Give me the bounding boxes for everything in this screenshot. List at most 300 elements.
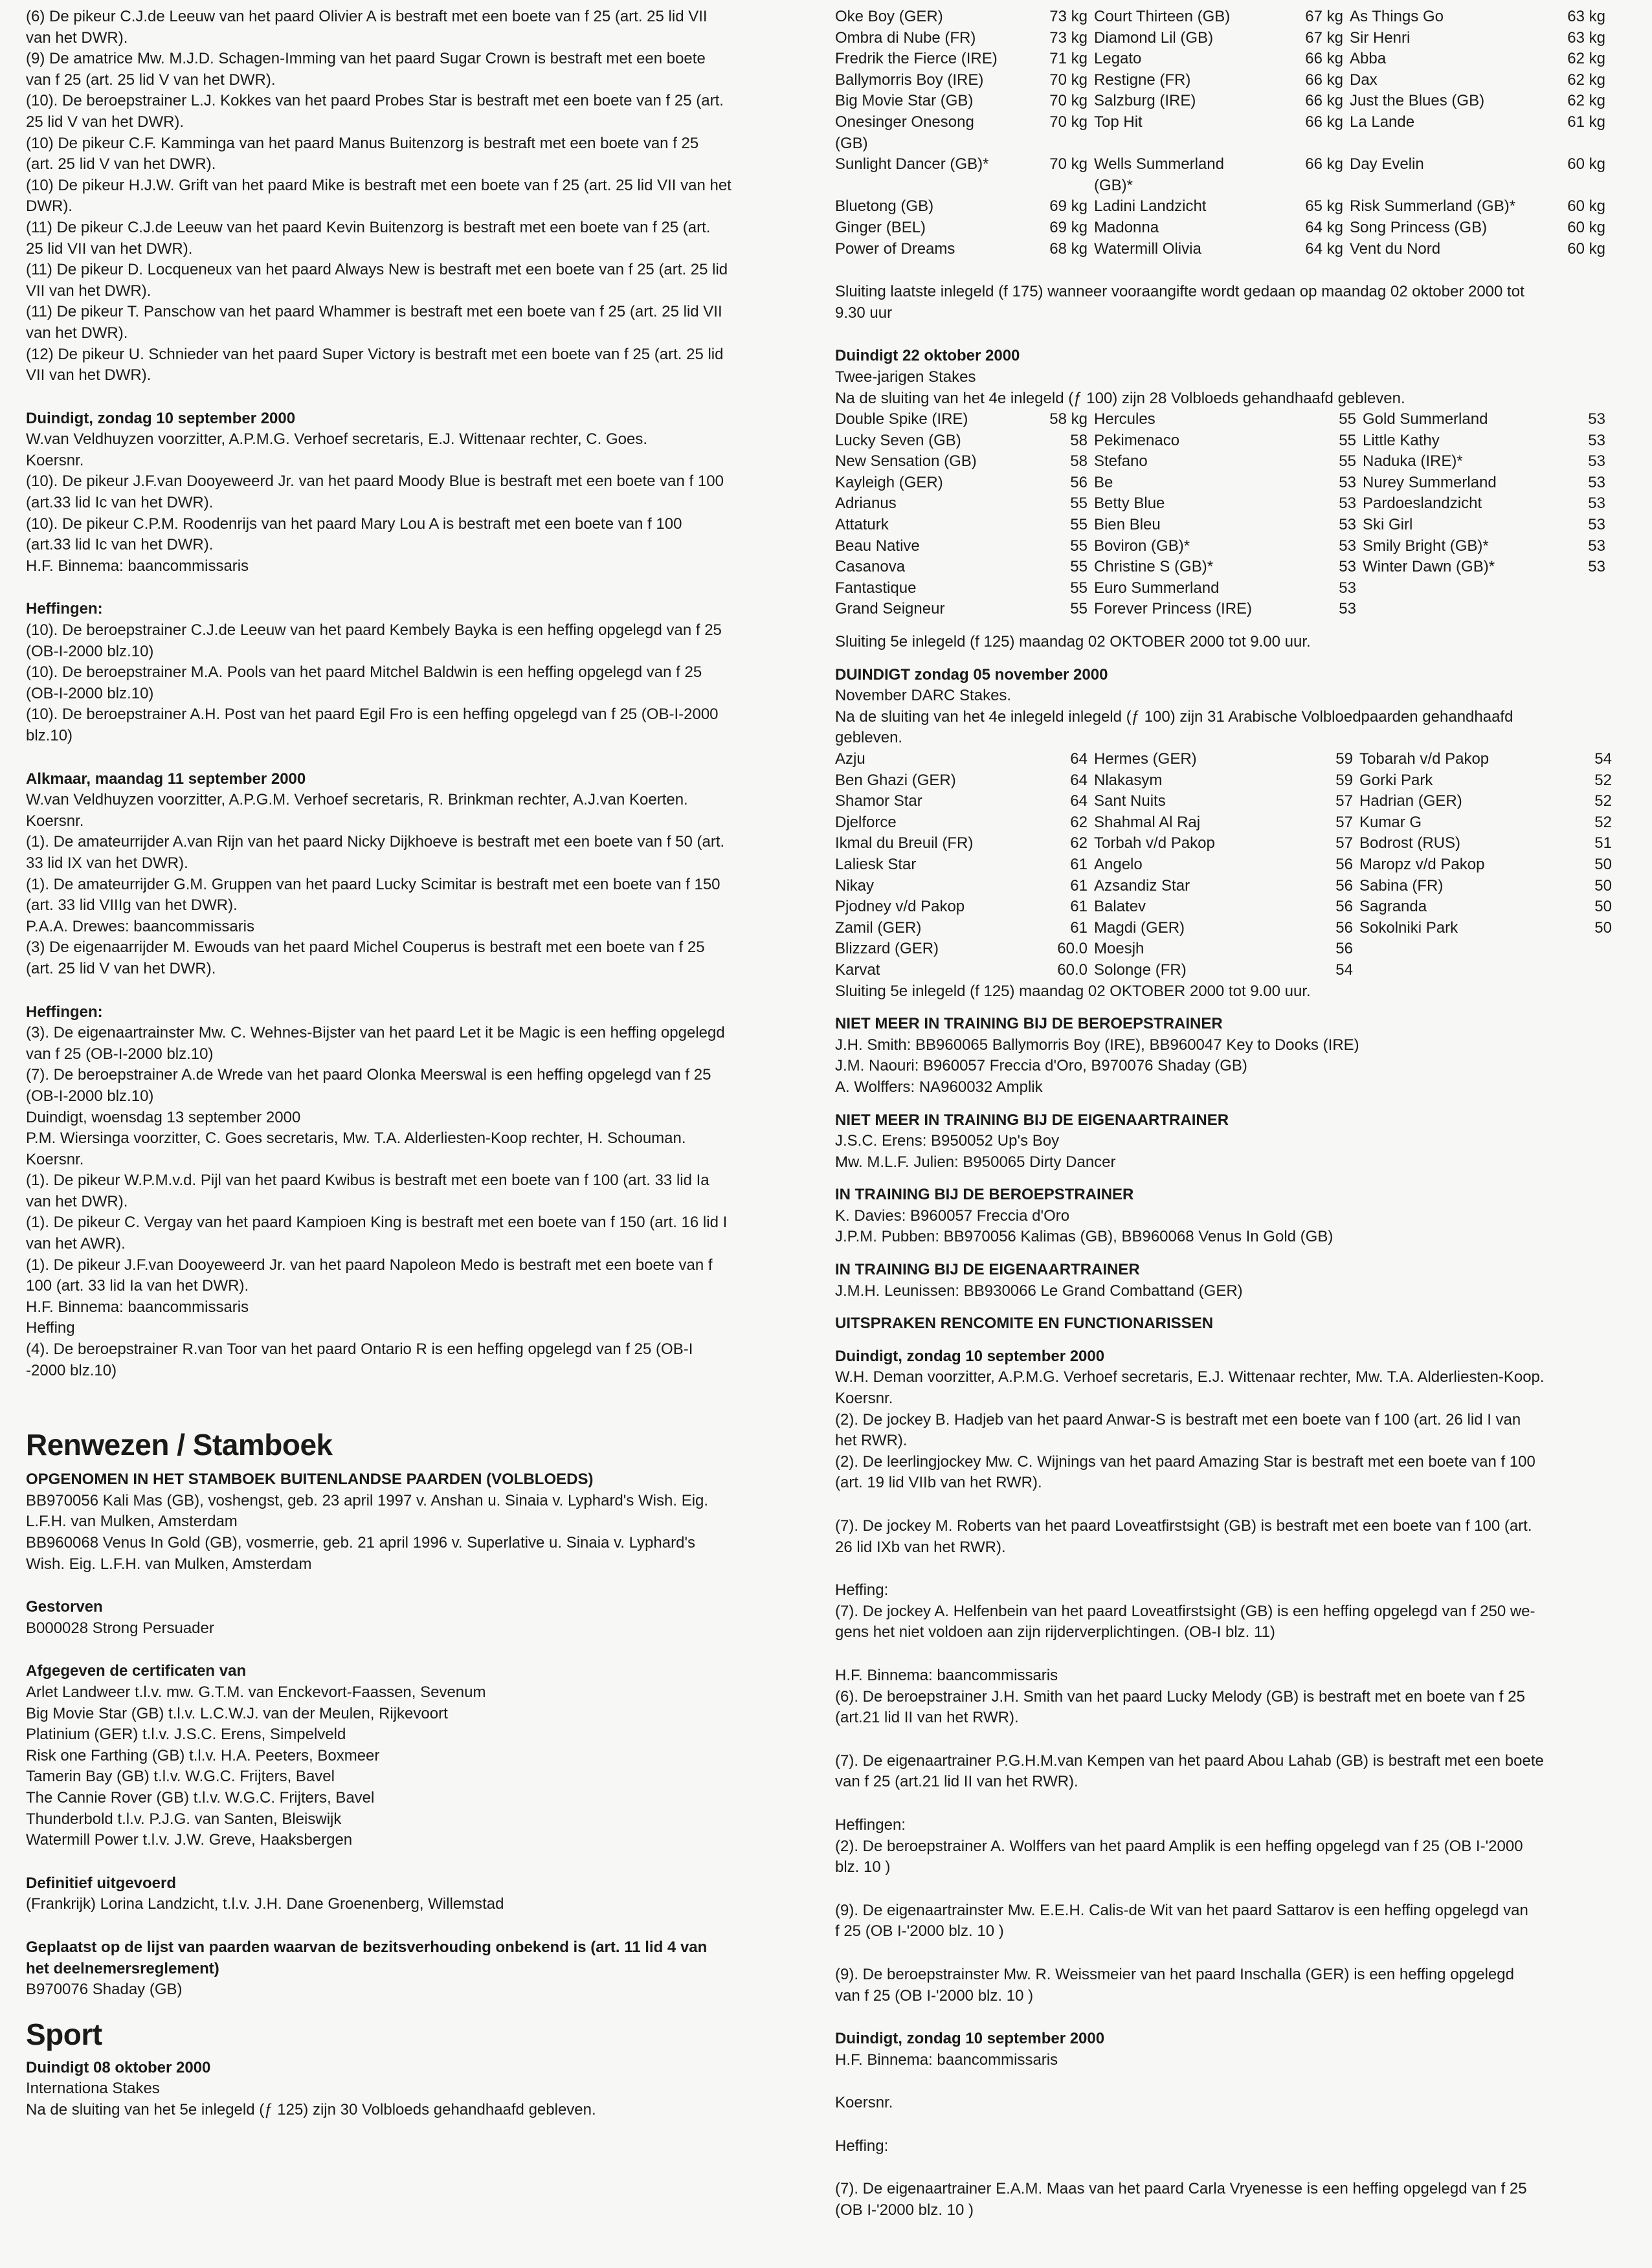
text-line: (3) De eigenaarrijder M. Ewouds van het paard Michel Couperus is bestraft met een boete van f 25 [26,939,705,957]
horse-name: Sagranda [1359,898,1427,916]
horse-weight: 64 [1070,792,1088,810]
horse-weight: 53 [1339,473,1356,491]
section-heading: NIET MEER IN TRAINING BIJ DE BEROEPSTRAINER [835,1015,1223,1033]
text-line: Heffing: [835,2137,889,2155]
section-body [26,1491,796,1575]
horse-name: Maropz v/d Pakop [1359,855,1485,873]
top-penalties [26,6,796,386]
horse-weight: 68 kg [1049,239,1088,258]
horse-name: Betty Blue [1094,495,1165,513]
text-line: Risk one Farthing (GB) t.l.v. H.A. Peeters, Boxmeer [26,1746,380,1764]
horse-name: Pjodney v/d Pakop [835,898,965,916]
horse-name: Nlakasym [1094,771,1163,789]
text-line: 25 lid VII van het DWR). [26,239,193,258]
text-line: (4). De beroepstrainer R.van Toor van het paard Ontario R is een heffing opgelegd van f 25 (OB-I [26,1340,693,1359]
horse-weight: 56 [1335,918,1353,937]
section-body [835,1131,1612,1173]
horse-name: Torbah v/d Pakop [1094,834,1215,852]
text-line: gebleven. [835,729,903,747]
text-line: Sluiting laatste inlegeld (f 175) wanneer vooraangifte wordt gedaan op maandag 02 oktober 2000 tot [835,283,1524,301]
text-line: blz. 10 ) [835,1858,891,1876]
horse-weight: 69 kg [1049,197,1088,216]
text-line: (art.33 lid Ic van het DWR). [26,536,214,554]
section-heading: Duindigt 08 oktober 2000 [26,2058,211,2076]
horse-weight: 66 kg [1305,155,1343,173]
right-column [835,6,1612,2221]
text-line: (10). De beroepstrainer L.J. Kokkes van het paard Probes Star is bestraft met een boete van f 25 (art. [26,92,724,110]
text-line: gens het niet voldoen aan zijn rijderverplichtingen. (OB-I blz. 11) [835,1623,1275,1641]
horse-weight: 57 [1335,792,1353,810]
horse-name: Blizzard (GER) [835,940,939,958]
horse-name: Gold Summerland [1363,410,1488,428]
text-line: (7). De eigenaartrainer P.G.H.M.van Kempen van het paard Abou Lahab (GB) is bestraft met een boete [835,1751,1544,1770]
horse-name: Pekimenaco [1094,431,1180,449]
text-line: (10). De pikeur J.F.van Dooyeweerd Jr. van het paard Moody Blue is bestraft met een boete van f 100 [26,472,724,491]
horse-weight: 60 kg [1567,197,1605,216]
text-line: Na de sluiting van het 4e inlegeld inlegeld (ƒ 100) zijn 31 Arabische Volbloedpaarden gehandhaafd [835,707,1513,726]
text-line: (10). De beroepstrainer C.J.de Leeuw van het paard Kembely Bayka is een heffing opgelegd van f 25 [26,621,722,639]
horse-name: Big Movie Star (GB) [835,92,974,110]
text-line: (art. 19 lid VIIb van het RWR). [835,1474,1042,1492]
horse-weight: 55 [1070,495,1088,513]
text-line: Koersnr. [26,812,84,830]
horse-name: Wells Summerland (GB)* [1094,155,1224,194]
horse-weight: 52 [1594,792,1612,810]
horse-weight: 54 [1594,750,1612,768]
section-body [26,2078,796,2120]
section-body [835,685,1612,749]
horse-name: Pardoeslandzicht [1363,495,1482,513]
text-line: van f 25 (OB I-'2000 blz. 10 ) [835,1986,1034,2005]
horse-weight: 52 [1594,771,1612,789]
horse-weight: 67 kg [1305,28,1343,47]
section-heading: Duindigt, zondag 10 september 2000 [835,2030,1105,2048]
text-line: November DARC Stakes. [835,687,1012,705]
horse-weight: 55 [1339,452,1356,471]
horse-name: Stefano [1094,452,1148,471]
text-line: (Frankrijk) Lorina Landzicht, t.l.v. J.H. Dane Groenenberg, Willemstad [26,1895,504,1913]
text-line: H.F. Binnema: baancommissaris [26,1298,249,1316]
section-body [835,1281,1612,1302]
text-line: (7). De jockey A. Helfenbein van het paard Loveatfirstsight (GB) is een heffing opgelegd van f 250 we- [835,1602,1535,1620]
horse-weight: 65 kg [1305,197,1343,216]
text-line: (10). De pikeur C.P.M. Roodenrijs van het paard Mary Lou A is bestraft met een boete van f 100 [26,515,682,533]
text-line: (7). De jockey M. Roberts van het paard Loveatfirstsight (GB) is bestraft met een boete van f 100 (art. [835,1517,1532,1535]
horse-weight: 55 [1070,579,1088,597]
horse-weight: 66 kg [1305,113,1343,131]
horse-weight: 63 kg [1567,28,1605,47]
horse-weight [1541,578,1605,599]
horse-name: Restigne (FR) [1094,71,1191,89]
section-heading: Gestorven [26,1598,103,1616]
horse-name: Top Hit [1094,113,1143,131]
text-line: (2). De leerlingjockey Mw. C. Wijnings van het paard Amazing Star is bestraft met een boete van f 100 [835,1452,1535,1471]
horse-weight: 61 kg [1567,113,1605,131]
horse-name: Little Kathy [1363,431,1440,449]
horse-weight: 54 [1335,961,1353,979]
text-line: J.S.C. Erens: B950052 Up's Boy [835,1132,1060,1150]
horse-name: Laliesk Star [835,855,917,873]
section-heading: Heffingen: [26,1003,103,1021]
horse-name: Zamil (GER) [835,918,922,937]
text-line: van het DWR). [26,1192,128,1210]
text-line: DWR). [26,197,73,216]
horse-weight: 58 [1070,452,1088,471]
horse-name: Power of Dreams [835,239,955,258]
text-line: L.F.H. van Mulken, Amsterdam [26,1513,238,1531]
horse-name: Djelforce [835,813,897,831]
section-body [26,1682,796,1851]
section-body [835,2093,1612,2114]
text-line: -2000 blz.10) [26,1361,117,1379]
text-line: (6) De pikeur C.J.de Leeuw van het paard Olivier A is bestraft met een boete van f 25 (art. 25 lid VII [26,8,708,25]
horse-weight: 53 [1588,410,1605,428]
section-body [26,1023,796,1381]
horse-name: Nikay [835,876,875,895]
horse-name [1363,578,1534,599]
horse-weight: 60.0 [1057,940,1088,958]
section-heading: Definitief uitgevoerd [26,1874,177,1892]
text-line: Duindigt, woensdag 13 september 2000 [26,1108,301,1126]
weights-table-3 [835,749,1612,981]
text-line: Arlet Landweer t.l.v. mw. G.T.M. van Enckevort-Faassen, Sevenum [26,1683,486,1701]
horse-name: Ombra di Nube (FR) [835,28,976,47]
text-line: Sluiting 5e inlegeld (f 125) maandag 02 OKTOBER 2000 tot 9.00 uur. [835,633,1311,651]
horse-weight: 59 [1335,750,1353,768]
horse-weight: 64 kg [1305,239,1343,258]
section-body [26,1618,796,1640]
text-line: 26 lid IXb van het RWR). [835,1538,1006,1556]
text-line: (1). De pikeur J.F.van Dooyeweerd Jr. van het paard Napoleon Medo is bestraft met een boete van f [26,1256,713,1274]
horse-name: Ikmal du Breuil (FR) [835,834,974,852]
horse-weight: 67 kg [1305,8,1343,25]
text-line: (9) De amatrice Mw. M.J.D. Schagen-Imming van het paard Sugar Crown is bestraft met een boete [26,50,706,68]
horse-name: Ski Girl [1363,516,1413,534]
horse-name: Solonge (FR) [1094,961,1187,979]
horse-weight: 66 kg [1305,71,1343,89]
text-line: J.M.H. Leunissen: BB930066 Le Grand Combattand (GER) [835,1282,1243,1300]
text-line: J.M. Naouri: B960057 Freccia d'Oro, B970076 Shaday (GB) [835,1057,1247,1075]
horse-weight: 55 [1070,558,1088,576]
horse-name: Watermill Olivia [1094,239,1201,258]
text-line: 9.30 uur [835,304,893,322]
horse-name: Vent du Nord [1350,239,1441,258]
section-heading [26,1937,796,1979]
horse-name: Winter Dawn (GB)* [1363,558,1495,576]
text-line: van het AWR). [26,1235,126,1253]
text-line: Wish. Eig. L.F.H. van Mulken, Amsterdam [26,1555,312,1573]
section-body [835,1580,1612,1643]
horse-name: Balatev [1094,898,1146,916]
horse-weight: 66 kg [1305,50,1343,68]
horse-weight: 56 [1070,473,1088,491]
horse-name: Lucky Seven (GB) [835,431,961,449]
text-line: W.van Veldhuyzen voorzitter, A.P.G.M. Verhoef secretaris, R. Brinkman rechter, A.J.van Koerten. [26,791,688,809]
text-line: (art. 33 lid VIIIg van het DWR). [26,896,238,915]
horse-weight: 60.0 [1057,961,1088,979]
text-line: (art. 25 lid V van het DWR). [26,959,216,977]
horse-name: Ben Ghazi (GER) [835,771,956,789]
horse-weight: 52 [1594,813,1612,831]
horse-weight: 50 [1594,876,1612,895]
horse-weight: 61 [1070,918,1088,937]
text-line: W.H. Deman voorzitter, A.P.M.G. Verhoef secretaris, E.J. Wittenaar rechter, Mw. T.A. Alderliesten-Koop. [835,1368,1545,1386]
horse-weight: 53 [1588,516,1605,534]
text-line: P.A.A. Drewes: baancommissaris [26,917,255,935]
text-line: van f 25 (OB-I-2000 blz.10) [26,1045,214,1063]
text-line: (11) De pikeur C.J.de Leeuw van het paard Kevin Buitenzorg is bestraft met een boete van f 25 (art. [26,218,711,236]
section-body [835,1665,1612,1729]
horse-weight [1554,960,1612,981]
horse-weight: 53 [1588,558,1605,576]
text-line: Heffing [26,1319,75,1337]
text-line: Na de sluiting van het 5e inlegeld (ƒ 125) zijn 30 Volbloeds gehandhaafd gebleven. [26,2100,596,2118]
section-body [835,282,1612,324]
text-line: W.van Veldhuyzen voorzitter, A.P.M.G. Verhoef secretaris, E.J. Wittenaar rechter, C. Goes. [26,430,647,449]
horse-name: Smily Bright (GB)* [1363,537,1489,555]
horse-weight [1554,939,1612,960]
horse-name: Just the Blues (GB) [1350,92,1485,110]
horse-name: Grand Seigneur [835,600,945,618]
horse-weight [1541,599,1605,620]
horse-weight: 53 [1588,473,1605,491]
text-line: (10). De beroepstrainer A.H. Post van het paard Egil Fro is een heffing opgelegd van f 25 (OB-I-2000 [26,706,719,724]
text-line: Tamerin Bay (GB) t.l.v. W.G.C. Frijters, Bavel [26,1768,335,1786]
horse-name: Oke Boy (GER) [835,8,943,25]
horse-weight: 59 [1335,771,1353,789]
horse-weight: 50 [1594,855,1612,873]
weights-table-2 [835,409,1612,620]
horse-weight: 62 [1070,813,1088,831]
text-line: H.F. Binnema: baancommissaris [26,557,249,575]
text-line: (10) De pikeur C.F. Kamminga van het paard Manus Buitenzorg is bestraft met een boete van f 25 [26,134,699,152]
horse-weight: 53 [1339,600,1356,618]
horse-name: Hercules [1094,410,1155,428]
text-line: f 25 (OB I-'2000 blz. 10 ) [835,1922,1004,1940]
horse-name: Azju [835,750,865,768]
text-line: Mw. M.L.F. Julien: B950065 Dirty Dancer [835,1153,1116,1171]
horse-weight: 60 kg [1567,218,1605,236]
text-line: A. Wolffers: NA960032 Amplik [835,1078,1043,1096]
horse-name: Hadrian (GER) [1359,792,1462,810]
section-body [835,1964,1612,2007]
horse-weight: 70 kg [1049,71,1088,89]
left-column [26,6,796,2120]
horse-weight: 53 [1339,558,1356,576]
horse-weight: 53 [1588,495,1605,513]
section-body [26,429,796,577]
horse-name: Sunlight Dancer (GB)* [835,155,989,173]
text-line: (art. 25 lid V van het DWR). [26,155,216,173]
horse-name: Song Princess (GB) [1350,218,1488,236]
section-body [26,790,796,979]
section-heading: UITSPRAKEN RENCOMITE EN FUNCTIONARISSEN [835,1315,1214,1333]
horse-name: Shahmal Al Raj [1094,813,1201,831]
text-line: het RWR). [835,1432,908,1450]
section-heading: Duindigt, zondag 10 september 2000 [26,409,296,427]
horse-weight: 70 kg [1049,113,1088,131]
text-line: van f 25 (art.21 lid II van het RWR). [835,1773,1078,1791]
text-line: VII van het DWR). [26,366,151,384]
horse-name: Fantastique [835,579,917,597]
section-body [835,632,1612,653]
horse-name: Moesjh [1094,940,1144,958]
text-line: (2). De beroepstrainer A. Wolffers van het paard Amplik is een heffing opgelegd van f 25 (OB I-'2000 [835,1837,1523,1855]
horse-weight: 56 [1335,940,1353,958]
section-body [835,367,1612,409]
section-heading: Afgegeven de certificaten van [26,1662,247,1680]
horse-weight: 66 kg [1305,92,1343,110]
horse-weight: 53 [1588,537,1605,555]
section-heading: NIET MEER IN TRAINING BIJ DE EIGENAARTRAINER [835,1111,1229,1129]
horse-name: Double Spike (IRE) [835,410,968,428]
text-line: (OB-I-2000 blz.10) [26,642,154,660]
text-line: Koersnr. [835,2094,893,2112]
horse-name: Magdi (GER) [1094,918,1185,937]
horse-name: Sir Henri [1350,28,1411,47]
text-line: (6). De beroepstrainer J.H. Smith van het paard Lucky Melody (GB) is bestraft met en boete van f 25 [835,1687,1525,1706]
text-line: (OB I-'2000 blz. 10 ) [835,2201,974,2219]
section-body [835,1900,1612,1942]
text-line: Koersnr. [26,451,84,469]
text-line: 33 lid IX van het DWR). [26,854,188,872]
section-body [835,1751,1612,1793]
horse-name: Karvat [835,961,880,979]
renwezen-title: Renwezen / Stamboek [26,1428,333,1462]
text-line: BB960068 Venus In Gold (GB), vosmerrie, geb. 21 april 1996 v. Superlative u. Sinaia v. Lyphard's [26,1534,696,1551]
horse-name: Be [1094,473,1113,491]
section-heading: Duindigt, zondag 10 september 2000 [835,1347,1105,1365]
horse-name: La Lande [1350,113,1415,131]
text-line: (7). De eigenaartrainer E.A.M. Maas van het paard Carla Vryenesse is een heffing opgelegd van f 25 [835,2180,1527,2198]
text-line: H.F. Binnema: baancommissaris [835,1666,1058,1684]
section-heading: IN TRAINING BIJ DE BEROEPSTRAINER [835,1186,1134,1204]
horse-weight: 71 kg [1049,50,1088,68]
horse-weight: 53 [1588,452,1605,471]
text-line: J.P.M. Pubben: BB970056 Kalimas (GB), BB960068 Venus In Gold (GB) [835,1228,1334,1246]
horse-name: Shamor Star [835,792,922,810]
horse-name: Naduka (IRE)* [1363,452,1463,471]
text-line: Koersnr. [835,1390,893,1408]
section-body [835,1516,1612,1558]
text-line: (10). De beroepstrainer M.A. Pools van het paard Mitchel Baldwin is een heffing opgelegd van f 25 [26,663,702,682]
text-line: (1). De amateurrijder A.van Rijn van het paard Nicky Dijkhoeve is bestraft met een boete van f 50 (art. [26,833,725,851]
horse-name: Euro Summerland [1094,579,1220,597]
horse-weight: 58 kg [1049,410,1088,428]
horse-weight: 50 [1594,918,1612,937]
weights-table-1 [835,6,1612,260]
section-heading: DUINDIGT zondag 05 november 2000 [835,665,1108,684]
horse-name: Madonna [1094,218,1159,236]
horse-weight: 60 kg [1567,239,1605,258]
horse-name: Salzburg (IRE) [1094,92,1196,110]
text-line: (art.21 lid II van het RWR). [835,1709,1019,1727]
section-heading: Duindigt 22 oktober 2000 [835,347,1020,365]
text-line: Geplaatst op de lijst van paarden waarvan de bezitsverhouding onbekend is (art. 11 lid 4 van [26,1938,708,1956]
horse-weight: 70 kg [1049,92,1088,110]
text-line: (12) De pikeur U. Schnieder van het paard Super Victory is bestraft met een boete van f 25 (art. 25 lid [26,345,724,363]
horse-weight: 53 [1339,537,1356,555]
text-line: (10) De pikeur H.J.W. Grift van het paard Mike is bestraft met een boete van f 25 (art. 25 lid VII van het [26,176,731,194]
horse-name: Boviron (GB)* [1094,537,1190,555]
horse-weight: 62 kg [1567,50,1605,68]
horse-name: Kayleigh (GER) [835,473,943,491]
text-line: (1). De pikeur W.P.M.v.d. Pijl van het paard Kwibus is bestraft met een boete van f 100 (art. 33 lid Ia [26,1172,709,1190]
horse-weight: 57 [1335,834,1353,852]
text-line: Sluiting 5e inlegeld (f 125) maandag 02 OKTOBER 2000 tot 9.00 uur. [835,982,1311,1000]
section-body [26,1894,796,1915]
horse-weight: 64 kg [1305,218,1343,236]
text-line: (1). De amateurrijder G.M. Gruppen van het paard Lucky Scimitar is bestraft met een boete van f 150 [26,875,720,893]
text-line: VII van het DWR). [26,282,151,300]
section-body [26,1979,796,2001]
horse-name: Dax [1350,71,1378,89]
section-body [26,620,796,747]
horse-name: Diamond Lil (GB) [1094,28,1214,47]
text-line: Thunderbold t.l.v. P.J.G. van Santen, Bleiswijk [26,1810,342,1828]
text-line: van het DWR). [26,28,128,47]
horse-name [1359,960,1547,981]
text-line: Heffingen: [835,1816,906,1834]
horse-weight: 64 [1070,750,1088,768]
text-line: H.F. Binnema: baancommissaris [835,2051,1058,2069]
horse-weight: 53 [1339,495,1356,513]
horse-name: As Things Go [1350,8,1444,25]
horse-name: Azsandiz Star [1094,876,1190,895]
text-line: J.H. Smith: BB960065 Ballymorris Boy (IRE), BB960047 Key to Dooks (IRE) [835,1036,1359,1054]
horse-name: Christine S (GB)* [1094,558,1214,576]
horse-name: Forever Princess (IRE) [1094,600,1253,618]
text-line: (1). De pikeur C. Vergay van het paard Kampioen King is bestraft met een boete van f 150 (art. 16 lid I [26,1214,728,1232]
text-line: 25 lid V van het DWR). [26,113,184,131]
horse-name: Kumar G [1359,813,1422,831]
text-line: Platinium (GER) t.l.v. J.S.C. Erens, Simpelveld [26,1726,346,1744]
section-heading: OPGENOMEN IN HET STAMBOEK BUITENLANDSE PAARDEN (VOLBLOEDS) [26,1471,594,1489]
text-line: K. Davies: B960057 Freccia d'Oro [835,1206,1070,1225]
text-line: (11) De pikeur T. Panschow van het paard Whammer is bestraft met een boete van f 25 (art. 25 lid VII [26,303,722,321]
horse-weight: 61 [1070,855,1088,873]
horse-weight: 58 [1070,431,1088,449]
section-heading: IN TRAINING BIJ DE EIGENAARTRAINER [835,1261,1140,1279]
horse-weight: 62 kg [1567,71,1605,89]
section-body [835,1206,1612,1248]
text-line: The Cannie Rover (GB) t.l.v. W.G.C. Frijters, Bavel [26,1788,375,1807]
horse-name: Legato [1094,50,1142,68]
section-body [835,1035,1612,1098]
horse-weight: 70 kg [1049,155,1088,173]
horse-weight: 63 kg [1567,8,1605,25]
horse-name [1363,599,1534,620]
text-line: (7). De beroepstrainer A.de Wrede van het paard Olonka Meerswal is een heffing opgelegd van f 25 [26,1066,711,1084]
section-heading: Alkmaar, maandag 11 september 2000 [26,770,306,788]
section-heading: Heffingen: [26,600,103,618]
horse-name: Onesinger Onesong (GB) [835,113,974,152]
horse-name: Sant Nuits [1094,792,1166,810]
text-line: Internationa Stakes [26,2080,160,2098]
horse-weight: 73 kg [1049,28,1088,47]
horse-name: Risk Summerland (GB)* [1350,197,1516,216]
horse-name: Ladini Landzicht [1094,197,1207,216]
horse-weight: 61 [1070,876,1088,895]
horse-weight: 53 [1588,431,1605,449]
horse-name: Sabina (FR) [1359,876,1444,895]
text-line: Big Movie Star (GB) t.l.v. L.C.W.J. van der Meulen, Rijkevoort [26,1704,448,1722]
text-line: van f 25 (art. 25 lid V van het DWR). [26,71,276,89]
text-line: (9). De beroepstrainster Mw. R. Weissmeier van het paard Inschalla (GER) is een heffing opgelegd [835,1965,1514,1983]
horse-name: Abba [1350,50,1387,68]
horse-weight: 56 [1335,855,1353,873]
horse-name: Sokolniki Park [1359,918,1458,937]
